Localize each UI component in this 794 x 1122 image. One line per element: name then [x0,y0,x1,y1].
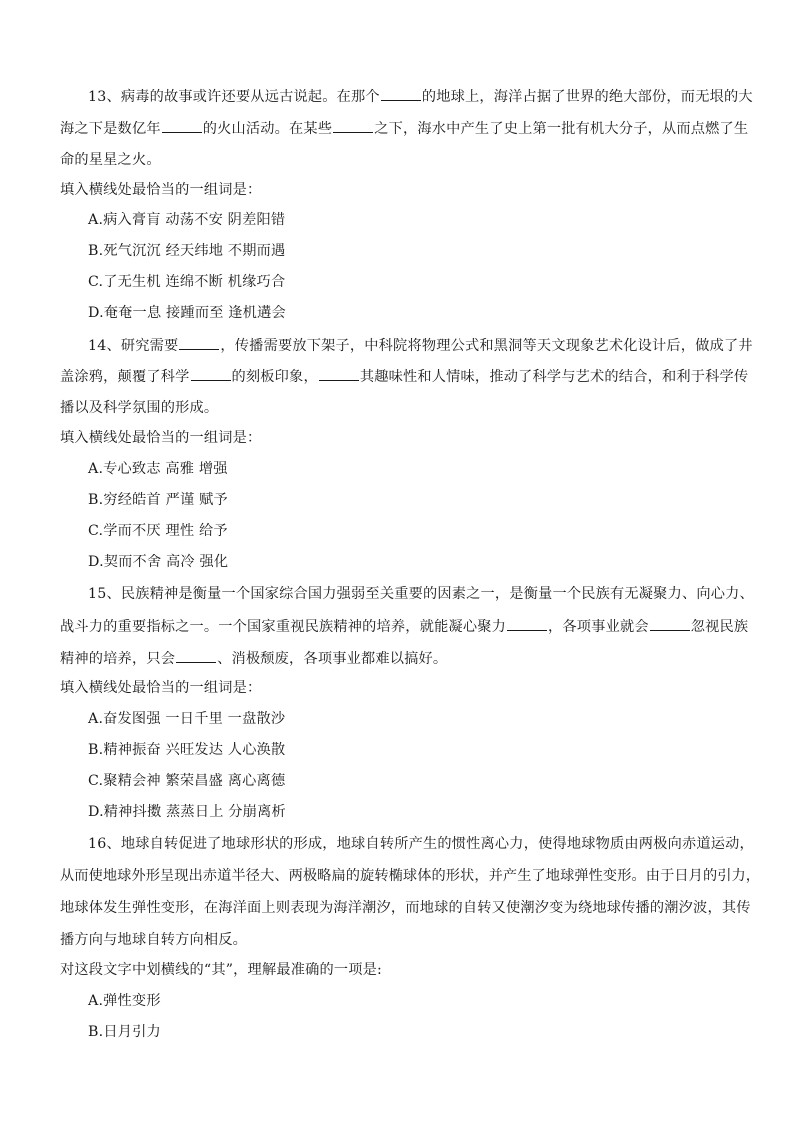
q16-text: 地球体发生弹性变形，在海洋面上则表现为海洋潮汐，而地球的自转又使潮汐变为绕地球传播的潮汐波，其传 [60,900,751,916]
q13-text: 命的星星之火。 [60,152,161,168]
q14-text: 播以及科学氛围的形成。 [60,400,219,416]
q14-option-c: C.学而不厌 理性 给予 [88,523,228,539]
q13-prompt: 填入横线处最恰当的一组词是： [60,182,262,198]
q14-option-a: A.专心致志 高雅 增强 [88,461,228,477]
q14-prompt: 填入横线处最恰当的一组词是： [60,430,262,446]
q13-text: 海之下是数亿年 [60,121,161,137]
q14-stem-line-3 [60,398,218,418]
answer-blank [319,366,359,381]
q15-option-b: B.精神振奋 兴旺发达 人心涣散 [88,742,286,758]
answer-blank [176,648,216,663]
q13-text: 的火山活动。在某些 [202,121,333,137]
q15-text: 、消极颓废，各项事业都难以搞好。 [217,651,448,667]
q16-text: 16、地球自转促进了地球形状的形成，地球自转所产生的惯性离心力，使得地球物质由两极向赤道运动， [88,836,754,852]
q15-text: 15、民族精神是衡量一个国家综合国力强弱至关重要的因素之一，是衡量一个民族有无凝聚力、向心力、 [88,586,754,602]
q13-option-a: A.病入膏肓 动荡不安 阴差阳错 [88,212,286,228]
q15-stem-line-3 [60,648,447,669]
q13-option-c: C.了无生机 连绵不断 机缘巧合 [88,274,286,290]
q14-option-b: B.穷经皓首 严谨 赋予 [88,492,228,508]
answer-blank [162,118,202,133]
q16-stem-line-2 [60,866,760,886]
q15-stem-line-2 [60,616,748,637]
q14-option-d: D.契而不舍 高冷 强化 [88,554,229,570]
q13-stem-line-2 [60,118,748,139]
q15-prompt: 填入横线处最恰当的一组词是： [60,680,262,696]
q13-text: 13、病毒的故事或许还要从远古说起。在那个 [88,89,380,105]
q15-stem-line-1 [88,584,754,604]
q15-text: 忽视民族 [690,619,749,635]
q16-text: 从而使地球外形呈现出赤道半径大、两极略扁的旋转椭球体的形状，并产生了地球弹性变形。由于日月的引力， [60,868,761,884]
q13-option-b: B.死气沉沉 经天纬地 不期而遇 [88,243,286,259]
q15-text: ，各项事业就会 [548,619,649,635]
q16-option-b: B.日月引力 [88,1024,161,1040]
q13-text: 的地球上，海洋占据了世界的绝大部份，而无垠的大 [421,89,753,105]
q16-prompt: 对这段文字中划横线的“其”，理解最准确的一项是: [60,962,383,978]
q14-text: 其趣味性和人情味，推动了科学与艺术的结合，和利于科学传 [359,369,749,385]
q13-text: 之下，海水中产生了史上第一批有机大分子，从而点燃了生 [374,121,749,137]
q16-text: 播方向与地球自转方向相反。 [60,932,248,948]
q15-option-a: A.奋发图强 一日千里 一盘散沙 [88,711,286,727]
q16-stem-line-1 [88,834,754,854]
answer-blank [507,616,547,631]
q13-stem-line-3 [60,150,161,170]
q15-option-c: C.聚精会神 繁荣昌盛 离心离德 [88,773,286,789]
q14-text: 14、研究需要 [88,338,179,354]
q15-text: 精神的培养，只会 [60,651,176,667]
q16-stem-line-3 [60,898,751,918]
q13-stem-line-1 [88,86,753,107]
q14-text: ，传播需要放下架子，中科院将物理公式和黑洞等天文现象艺术化设计后，做成了井 [220,338,753,354]
answer-blank [381,86,421,101]
answer-blank [179,335,219,350]
q14-stem-line-2 [60,366,748,387]
q16-option-a: A.弹性变形 [88,993,161,1009]
q13-option-d: D.奄奄一息 接踵而至 逢机遘会 [88,305,286,321]
q15-text: 战斗力的重要指标之一。一个国家重视民族精神的培养，就能凝心聚力 [60,619,507,635]
q15-option-d: D.精神抖擞 蒸蒸日上 分崩离析 [88,804,286,820]
answer-blank [333,118,373,133]
q16-stem-line-4 [60,930,247,950]
q14-text: 的刻板印象， [231,369,318,385]
q14-stem-line-1 [88,335,753,356]
answer-blank [650,616,690,631]
answer-blank [191,366,231,381]
q14-text: 盖涂鸦，颠覆了科学 [60,369,190,385]
